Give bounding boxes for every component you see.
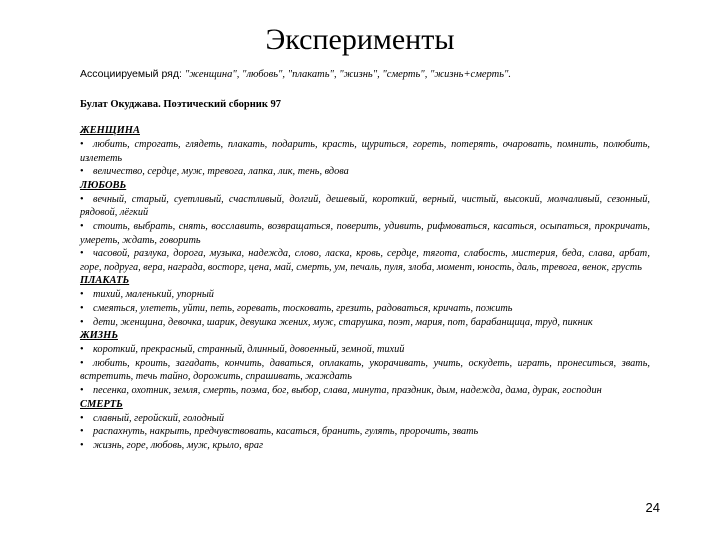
list-item-text: славный, геройский, голодный: [93, 412, 225, 424]
bullet-icon: •: [80, 248, 84, 260]
list-item-text: вечный, старый, суетливый, счастливый, долгий, дешевый, короткий, верный, чистый, высокий, молчаливый, сезонный, рядовой, лёгкий: [80, 193, 650, 219]
page-number: 24: [645, 500, 660, 515]
list-item: [80, 302, 650, 316]
list-item-text: часовой, разлука, дорога, музыка, надежда, слово, ласка, кровь, сердце, тягота, слабость, мистерия, беда, слава, арбат, горе, подруга, вера, награда, восторг, цена, май, смерть, ум, печаль, пуля, злоба, момент, юность, даль, тревога, венок, грусть: [80, 248, 650, 273]
section-heading: ЖИЗНЬ: [80, 330, 118, 342]
slide-title: Эксперименты: [265, 23, 455, 56]
list-item: [80, 425, 650, 439]
list-item-text: песенка, охотник, земля, смерть, поэма, бог, выбор, слава, минута, праздник, дым, надежда, дама, дурак, господин: [93, 384, 602, 396]
list-item: [80, 343, 650, 357]
list-item-text: смеяться, улететь, уйти, петь, горевать, тосковать, грезить, радоваться, кричать, пожить: [93, 302, 513, 314]
bullet-icon: •: [80, 439, 84, 451]
list-item-text: распахнуть, накрыть, предчувствовать, касаться, бранить, гулять, пророчить, звать: [93, 426, 479, 438]
association-series-list: "женщина", "любовь", "плакать", "жизнь", "смерть", "жизнь+смерть".: [184, 69, 512, 80]
list-item: [80, 288, 650, 302]
list-item-text: короткий, прекрасный, странный, длинный, довоенный, земной, тихий: [93, 344, 405, 356]
list-item: [80, 165, 650, 179]
bullet-icon: •: [80, 220, 84, 232]
list-item-text: любить, кроить, загадать, кончить, даваться, оплакать, укорачивать, учить, оскудеть, играть, пронеситься, звать, встретить, течь тайно, дорожить, спрашивать, жаждать: [80, 357, 650, 383]
bullet-icon: •: [80, 166, 84, 178]
list-item: [80, 138, 650, 165]
list-item: [80, 247, 650, 274]
bullet-icon: •: [80, 139, 84, 150]
bullet-icon: •: [80, 344, 84, 356]
bullet-icon: •: [80, 426, 84, 438]
section-heading: ЖЕНЩИНА: [80, 125, 140, 136]
list-item-text: тихий, маленький, упорный: [93, 289, 214, 301]
bullet-icon: •: [80, 289, 84, 301]
list-item: [80, 439, 650, 453]
list-item: [80, 193, 650, 220]
list-item: [80, 412, 650, 426]
word-lists: [80, 124, 650, 452]
list-item-text: любить, строгать, глядеть, плакать, подарить, красть, щуриться, гореть, потерять, очаровать, помнить, полюбить, излететь: [80, 139, 650, 164]
list-item: [80, 316, 650, 330]
list-item: [80, 220, 650, 247]
bullet-icon: •: [80, 302, 84, 314]
bullet-icon: •: [80, 357, 84, 369]
section-heading: ЛЮБОВЬ: [80, 179, 127, 191]
list-item-text: величество, сердце, муж, тревога, лапка, лик, тень, вдова: [93, 166, 349, 178]
bullet-icon: •: [80, 193, 84, 205]
list-item-text: жизнь, горе, любовь, муж, крыло, враг: [93, 439, 264, 451]
association-series-label: Ассоциируемый ряд:: [80, 68, 185, 80]
bullet-icon: •: [80, 384, 84, 396]
list-item: [80, 357, 650, 384]
list-item-text: дети, женщина, девочка, шарик, девушка жених, муж, старушка, поэт, мария, пот, барабанщица, труд, пикник: [93, 316, 593, 328]
list-item-text: стоить, выбрать, снять, восславить, возвращаться, поверить, удивить, рифмоваться, касаться, осыпаться, прокричать, умереть, ждать, говорить: [80, 220, 650, 246]
association-series: [80, 67, 680, 82]
list-item: [80, 384, 650, 398]
bullet-icon: •: [80, 316, 84, 328]
source-caption: Булат Окуджава. Поэтический сборник 97: [80, 99, 282, 110]
bullet-icon: •: [80, 412, 84, 424]
section-heading: ПЛАКАТЬ: [80, 275, 130, 287]
section-heading: СМЕРТЬ: [80, 398, 123, 410]
